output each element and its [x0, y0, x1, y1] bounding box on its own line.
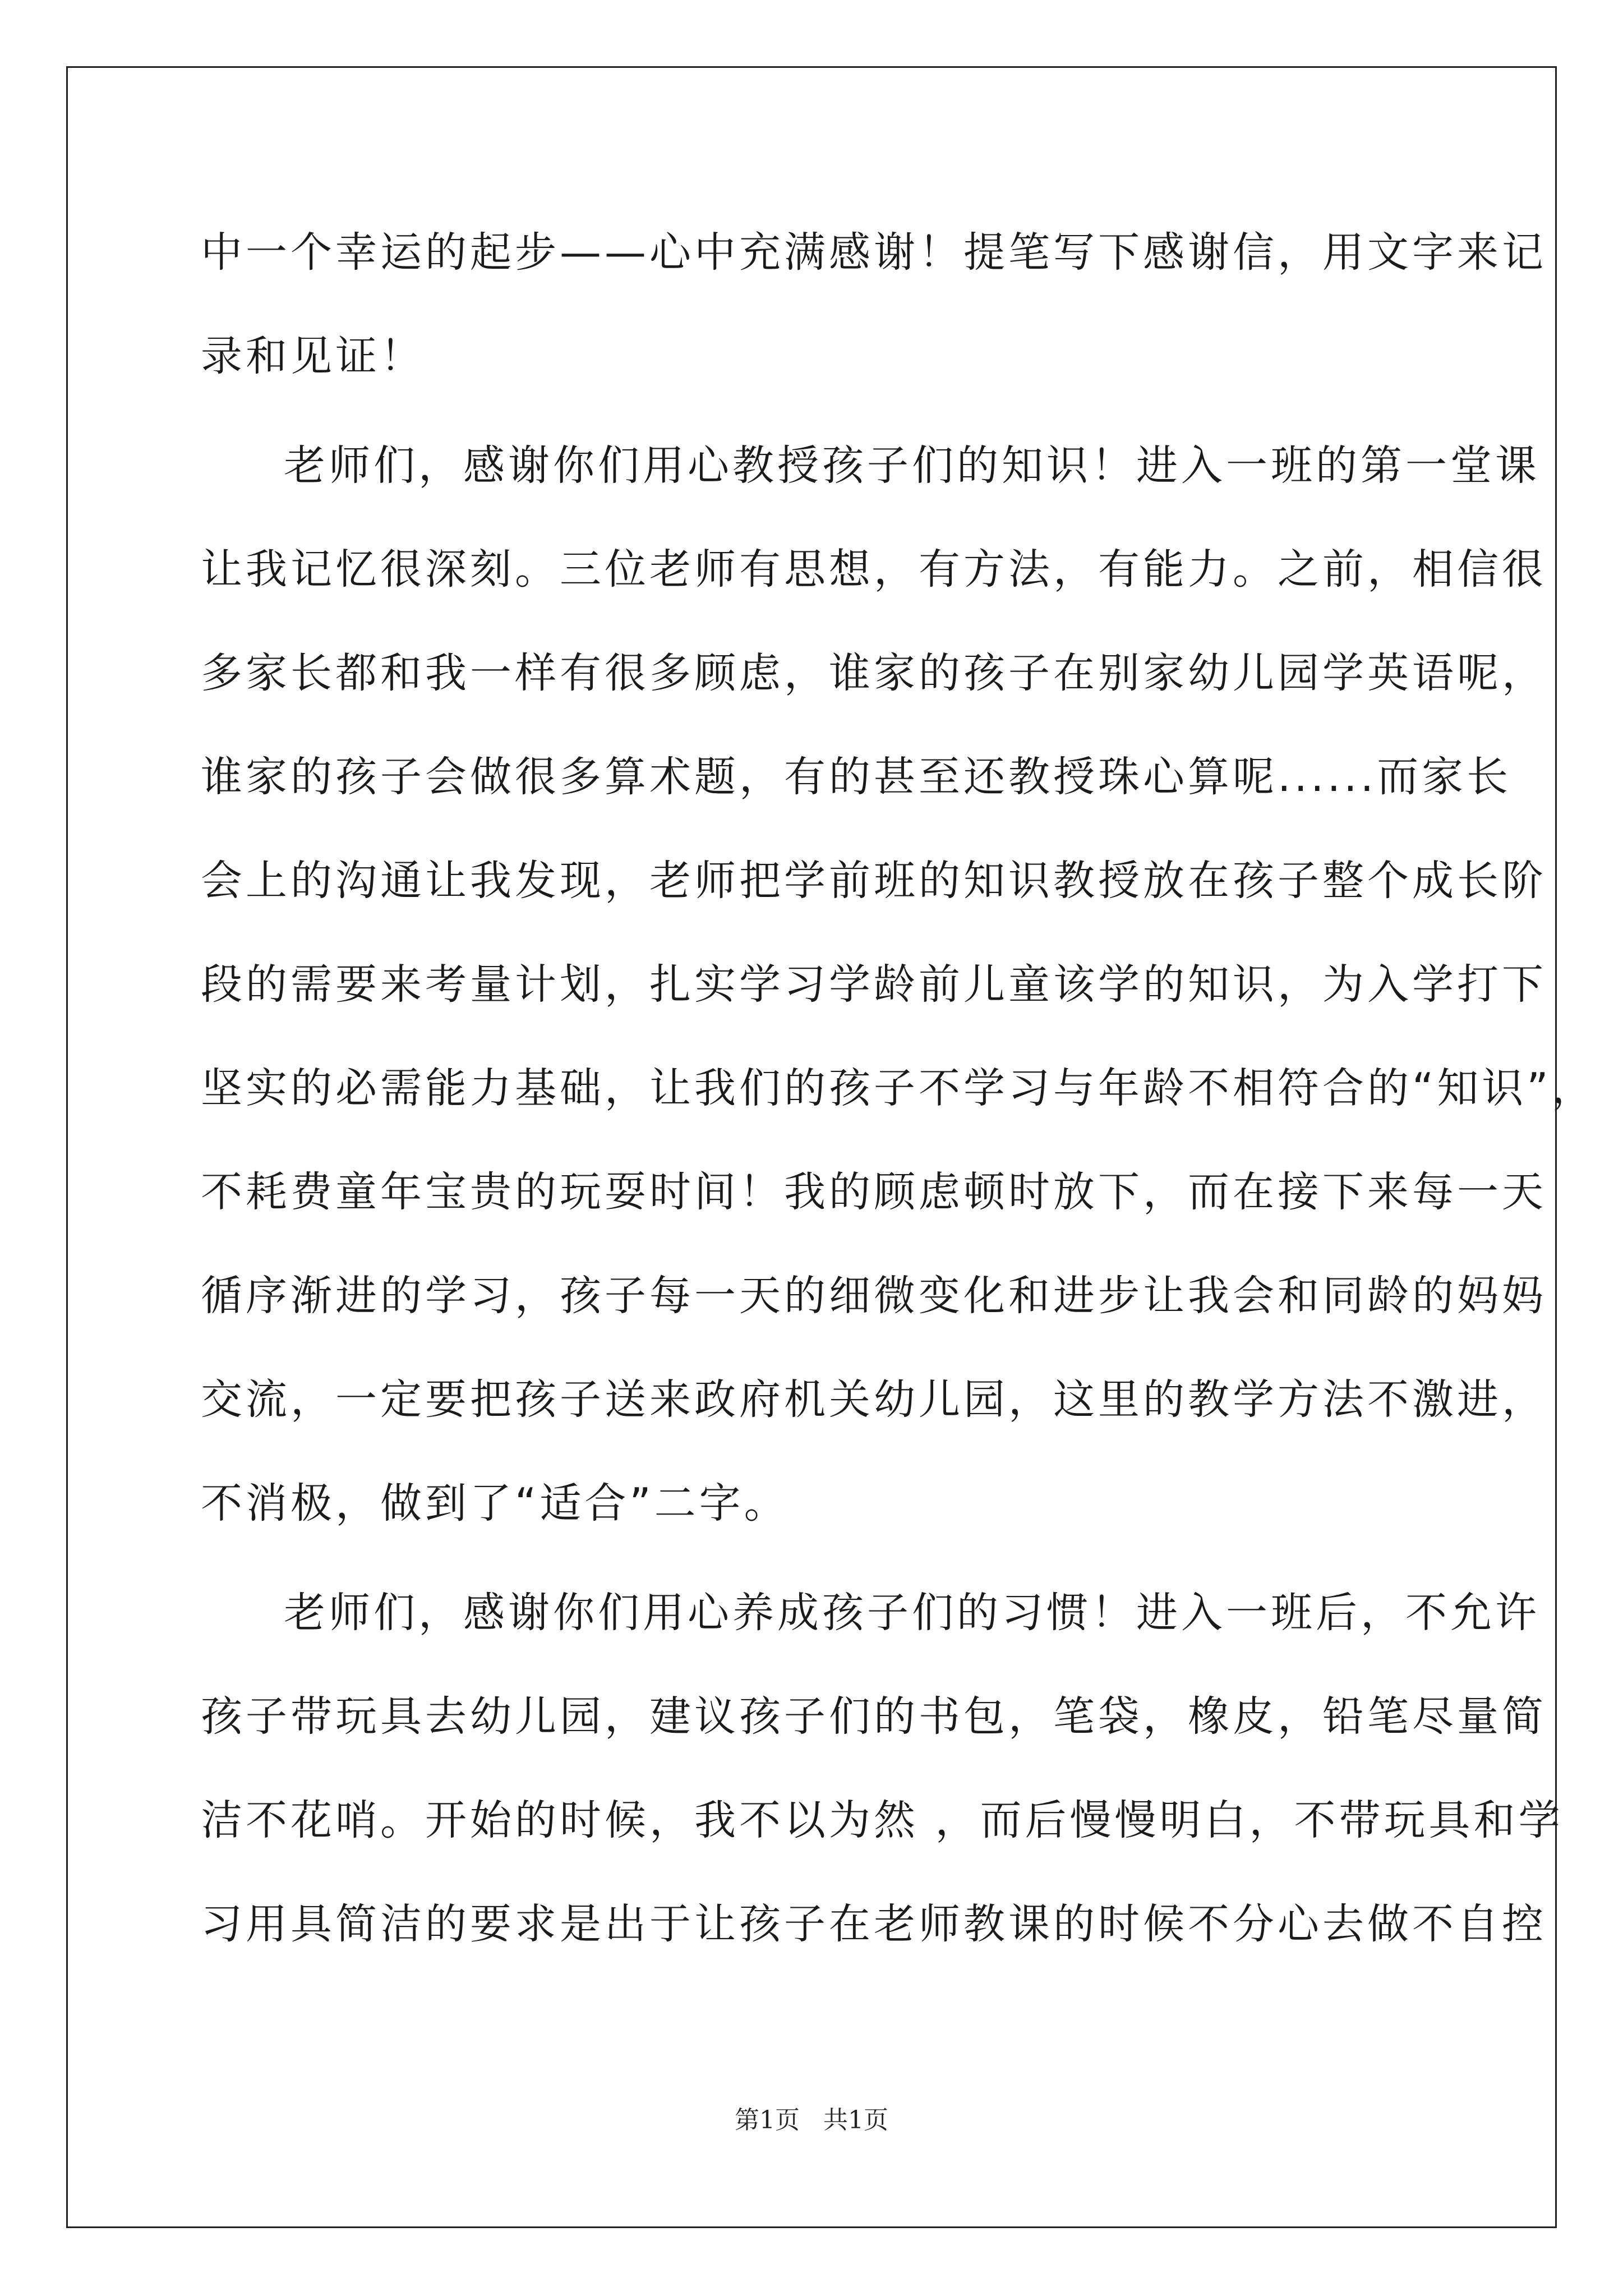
- text-line: 谁家的孩子会做很多算术题，有的甚至还教授珠心算呢......而家长: [201, 753, 1512, 801]
- text-line: 不消极，做到了“适合”二字。: [201, 1479, 789, 1527]
- text-line: 孩子带玩具去幼儿园，建议孩子们的书包，笔袋，橡皮，铅笔尽量简: [201, 1692, 1547, 1741]
- text-line: 段的需要来考量计划，扎实学习学龄前儿童该学的知识，为入学打下: [201, 960, 1547, 1009]
- text-line: 中一个幸运的起步——心中充满感谢！提笔写下感谢信，用文字来记: [201, 228, 1547, 277]
- page-total: 共1页: [823, 2106, 888, 2134]
- text-line: 录和见证！: [201, 332, 425, 380]
- text-line: 洁不花哨。开始的时候，我不以为然 ，而后慢慢明白，不带玩具和学: [201, 1796, 1564, 1844]
- text-line: 习用具简洁的要求是出于让孩子在老师教课的时候不分心去做不自控: [201, 1900, 1547, 1948]
- paragraph-first-line: 老师们，感谢你们用心教授孩子们的知识！进入一班的第一堂课: [284, 441, 1540, 490]
- text-line: 交流，一定要把孩子送来政府机关幼儿园，这里的教学方法不激进，: [201, 1375, 1547, 1424]
- text-line: 会上的沟通让我发现，老师把学前班的知识教授放在孩子整个成长阶: [201, 857, 1547, 905]
- text-line: 坚实的必需能力基础，让我们的孩子不学习与年龄不相符合的“知识”，: [201, 1064, 1597, 1112]
- text-line: 循序渐进的学习，孩子每一天的细微变化和进步让我会和同龄的妈妈: [201, 1272, 1547, 1320]
- text-line: 让我记忆很深刻。三位老师有思想，有方法，有能力。之前，相信很: [201, 545, 1547, 593]
- page-number: 第1页: [735, 2106, 800, 2134]
- text-line: 不耗费童年宝贵的玩耍时间！我的顾虑顿时放下，而在接下来每一天: [201, 1168, 1547, 1216]
- text-line: 多家长都和我一样有很多顾虑，谁家的孩子在别家幼儿园学英语呢，: [201, 649, 1547, 697]
- page-footer: [0, 2104, 1623, 2137]
- paragraph-first-line: 老师们，感谢你们用心养成孩子们的习惯！进入一班后，不允许: [284, 1589, 1540, 1637]
